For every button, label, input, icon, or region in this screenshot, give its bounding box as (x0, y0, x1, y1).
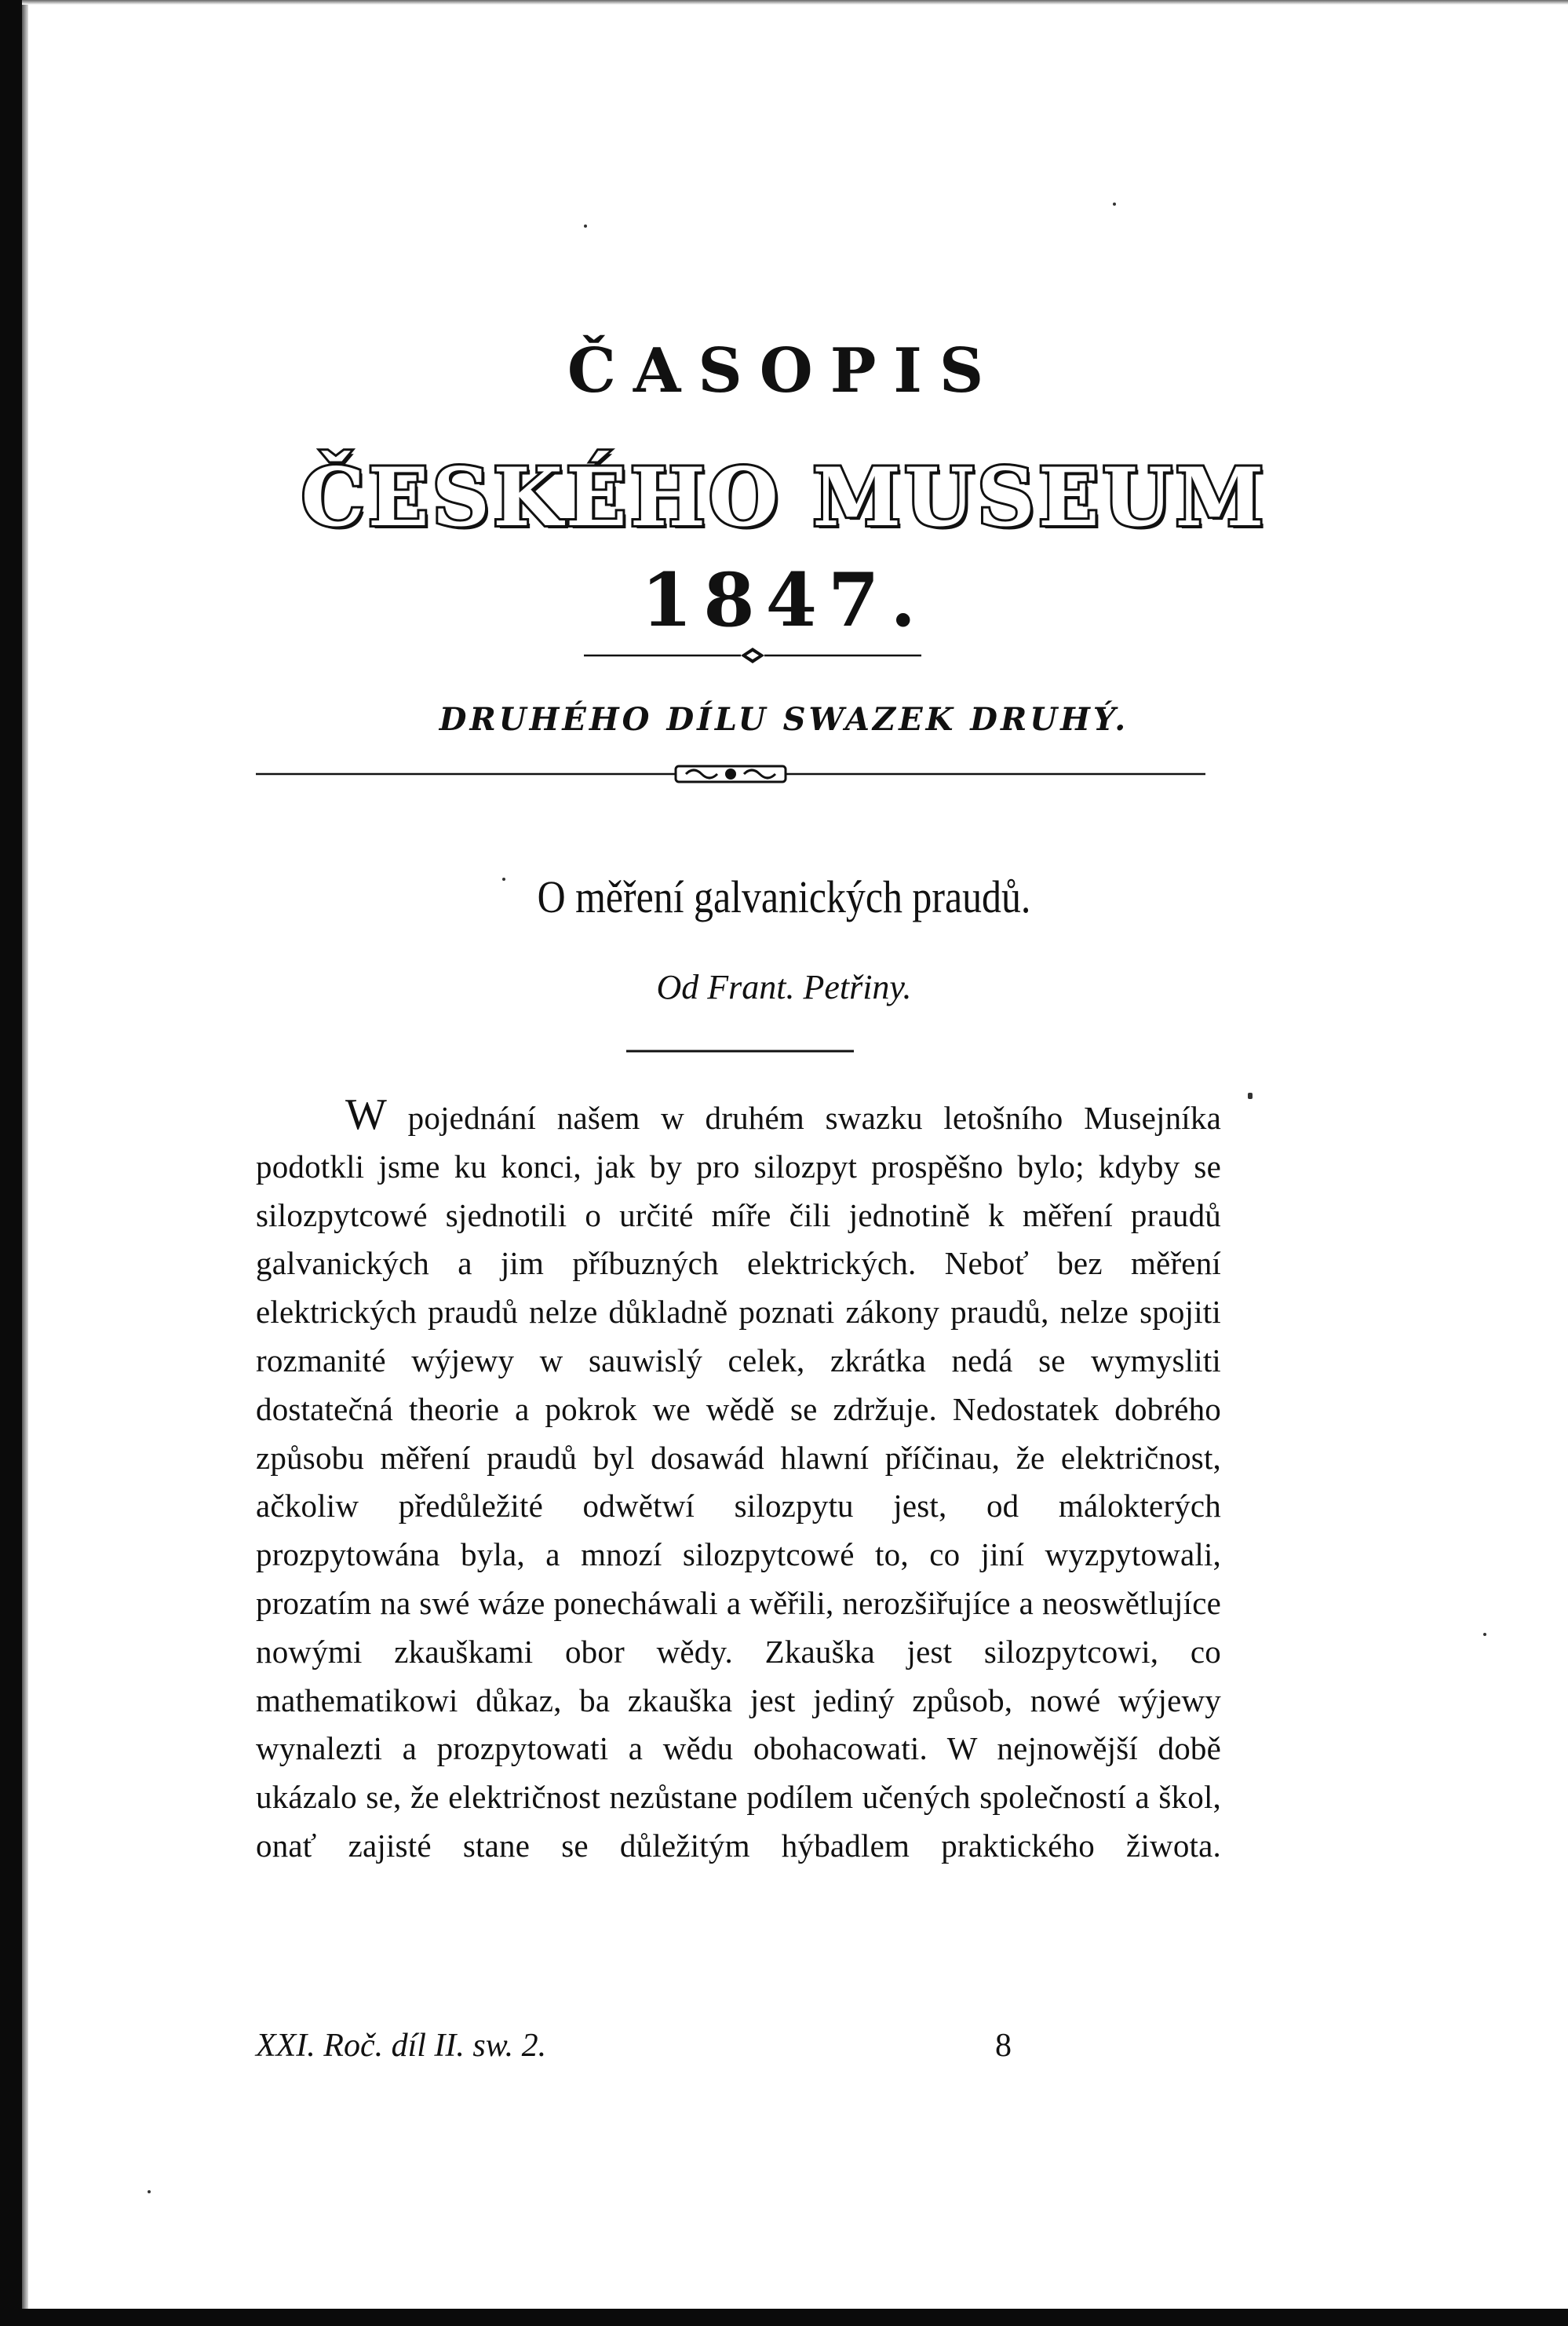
volume-line: DRUHÉHO DÍLU SWAZEK DRUHÝ. (439, 701, 1129, 738)
article-author: Od Frant. Petřiny. (656, 968, 912, 1006)
scan-speck (584, 225, 587, 228)
article-dropcap: W (345, 1090, 388, 1139)
diamond-rule-ornament (584, 644, 921, 667)
short-rule (626, 1049, 854, 1053)
scan-edge-top (22, 0, 1568, 5)
masthead-title: ČASOPIS (567, 335, 1001, 407)
scroll-rule-ornament (256, 761, 1205, 787)
scan-speck (1113, 203, 1116, 206)
scan-speck (1483, 1633, 1486, 1636)
masthead-subtitle: ČESKÉHO MUSEUM (301, 451, 1267, 545)
signature-mark: XXI. Roč. díl II. sw. 2. (256, 2028, 547, 2064)
scan-edge-bottom (0, 2309, 1568, 2326)
article-body-text: pojednání našem w druhém swazku letošního Musejníka podotkli jsme ku konci, jak by pro silozpyt prospěšno bylo; kdyby se silozpytcowé sjednotili o určité míře čili jednotině k měření praudů galvanických a jim příbuzných elektrických. Neboť bez měření elektrických praudů nelze důkladně poznati zákony praudů, nelze spojiti rozmanité wýjewy w sauwislý celek, zkrátka nedá se wymysliti dostatečná theorie a pokrok we wědě se zdržuje. Nedostatek dobrého způsobu měření praudů byl dosawád hlawní příčinau, že električnost, ačkoliw předůležité odwětwí silozpytu jest, od málokterých prozpytowána byla, a mnozí silozpytcowé to, co jiní wyzpytowali, prozatím na swé wáze ponecháwali a wěřili, nerozšiřujíce a neoswětlujíce nowými zkauškami obor wědy. Zkauška jest silozpytcowi, co mathematikowi důkaz, ba zkauška jest jediný způsob, nowé wýjewy wynalezti a prozpytowati a wědu obohacowati. W nejnowější době ukázalo se, že električnost nezůstane podílem učených společností a škol, onať zajisté stane se důležitým hýbadlem praktického žiwota. (256, 1100, 1221, 1864)
article-body (256, 1090, 1221, 1871)
article-title: O měření galvanických praudů. (537, 871, 1031, 922)
scan-speck (1248, 1093, 1253, 1099)
page-number: 8 (995, 2028, 1012, 2064)
masthead-year: 1847. (640, 557, 928, 644)
scan-speck (148, 2190, 151, 2193)
